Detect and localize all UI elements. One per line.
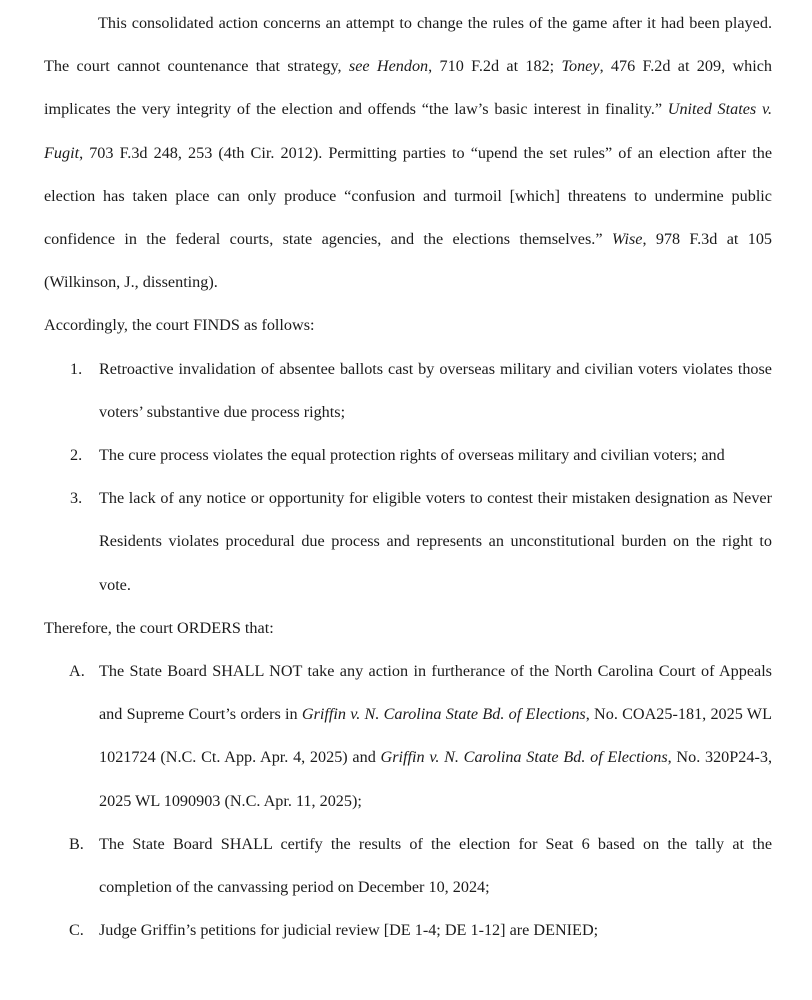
finding-item (44, 434, 772, 477)
intro-text-5: , 978 F.3d at 105 (Wilkinson, J., dissenting). (44, 230, 773, 292)
intro-paragraph (44, 2, 772, 304)
case-griffin-nc: Griffin v. N. Carolina State Bd. of Elections (380, 748, 668, 767)
signal-see: see (348, 57, 370, 76)
list-marker: B. (69, 834, 84, 853)
case-fugit: United States v. Fugit (44, 100, 772, 162)
case-toney: Toney (561, 57, 600, 76)
order-c-text: Judge Griffin’s petitions for judicial review [DE 1-4; DE 1-12] are DENIED; (99, 921, 599, 940)
list-marker: 2. (70, 446, 83, 465)
case-hendon: Hendon (376, 57, 429, 76)
finding-text: The cure process violates the equal protection rights of overseas military and civilian voters; and (99, 446, 725, 465)
list-marker: 3. (70, 489, 83, 508)
case-wise: Wise (611, 230, 643, 249)
intro-text-2: , 710 F.2d at 182; (428, 57, 562, 76)
orders-lead: Therefore, the court ORDERS that: (44, 618, 274, 637)
finding-text: Retroactive invalidation of absentee ballots cast by overseas military and civilian voters violates those voters’ substantive due process rights; (99, 359, 772, 421)
order-a-text-2: , No. COA25-181, 2025 WL 1021724 (N.C. Ct. App. Apr. 4, 2025) and (99, 705, 772, 767)
case-griffin-coa: Griffin v. N. Carolina State Bd. of Elections (301, 705, 586, 724)
intro-text-1: This consolidated action concerns an attempt to change the rules of the game after it had been played. The court cannot countenance that strategy, (44, 14, 772, 76)
orders-list (44, 650, 772, 952)
list-marker: A. (69, 662, 85, 681)
intro-text-3: , 476 F.2d at 209, which implicates the very integrity of the election and offends “the law’s basic interest in finality.” (44, 57, 772, 119)
order-item-b (44, 823, 772, 909)
findings-list (44, 348, 772, 607)
list-marker: 1. (70, 359, 83, 378)
findings-lead: Accordingly, the court FINDS as follows: (44, 316, 315, 335)
order-item-c (44, 909, 772, 952)
order-a-text-3: , No. 320P24-3, 2025 WL 1090903 (N.C. Apr. 11, 2025); (99, 748, 772, 810)
list-marker: C. (69, 921, 84, 940)
finding-text: The lack of any notice or opportunity for eligible voters to contest their mistaken designation as Never Residents violates procedural due process and represents an unconstitutional burden on the right to vote. (99, 489, 772, 594)
order-b-text: The State Board SHALL certify the results of the election for Seat 6 based on the tally at the completion of the canvassing period on December 10, 2024; (99, 834, 772, 897)
order-item-a (44, 650, 772, 823)
order-a-text-1: The State Board SHALL NOT take any action in furtherance of the North Carolina Court of Appeals and Supreme Court’s orders in (99, 662, 772, 724)
document-page (44, 2, 772, 952)
finding-item (44, 477, 772, 607)
intro-text-4: , 703 F.3d 248, 253 (4th Cir. 2012). Permitting parties to “upend the set rules” of an election after the election has taken place can only produce “confusion and turmoil [which] threatens to undermine public confidence in the federal courts, state agencies, and the elections themselves.” (44, 143, 772, 249)
finding-item (44, 348, 772, 434)
